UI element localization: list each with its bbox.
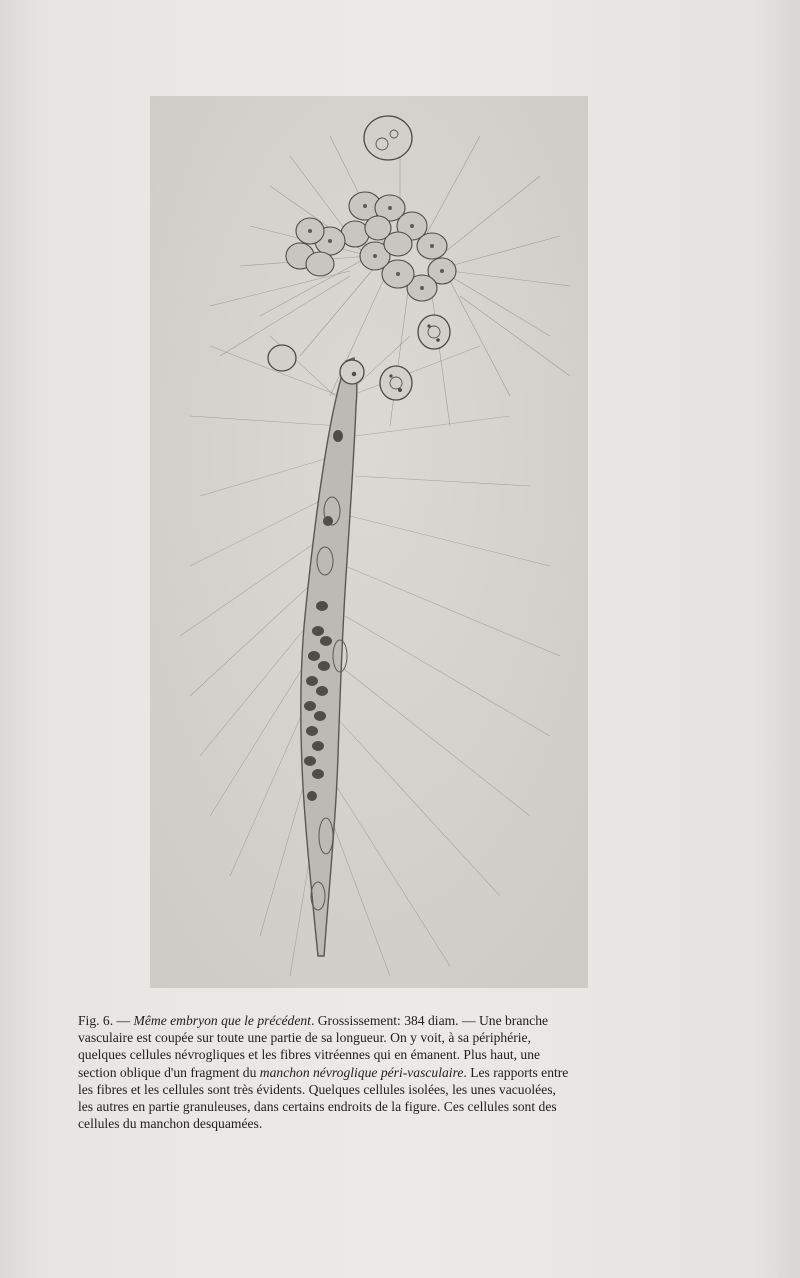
micrograph-plate: [150, 96, 588, 988]
figure-label: Fig. 6.: [78, 1013, 114, 1028]
figure-caption: [78, 1012, 678, 1132]
caption-italic-title: Même embryon que le précédent: [133, 1013, 311, 1028]
caption-line-7: cellules du manchon desquamées.: [78, 1116, 263, 1132]
caption-line-5: les fibres et les cellules sont très évidents. Quelques cellules isolées, les unes vacuolées,: [78, 1081, 556, 1097]
caption-italic-term: manchon névroglique péri-vasculaire: [259, 1064, 464, 1080]
caption-line-4: section oblique d'un fragment du manchon névroglique péri-vasculaire. Les rapports entre: [78, 1064, 569, 1080]
caption-line-6: les autres en partie granuleuses, dans certains endroits de la figure. Ces cellules sont des: [78, 1099, 557, 1115]
caption-line-1: Fig. 6. — Même embryon que le précédent. Grossissement: 384 diam. — Une branche: [78, 1013, 549, 1028]
caption-line-3: quelques cellules névrogliques et les fibres vitréennes qui en émanent. Plus haut, une: [78, 1047, 541, 1063]
histology-illustration: [150, 96, 588, 988]
caption-line-2: vasculaire est coupée sur toute une partie de sa longueur. On y voit, à sa périphérie,: [78, 1030, 531, 1046]
